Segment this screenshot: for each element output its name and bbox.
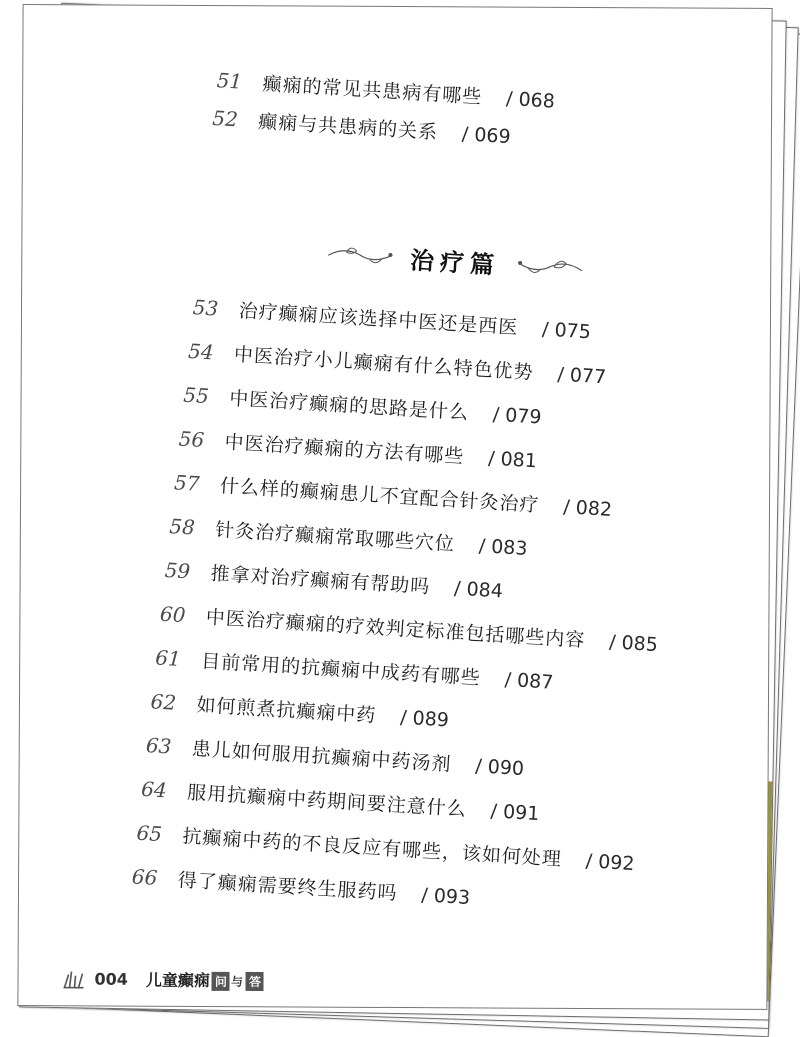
entry-title: 如何煎煮抗癫痫中药 [195,694,377,728]
entry-number: 55 [182,382,210,409]
entry-page: / 092 [585,850,636,876]
page-footer [63,968,265,991]
entry-page: / 093 [420,884,471,910]
book-title [146,968,264,991]
entry-title: 治疗癫痫应该选择中医还是西医 [238,299,519,339]
toc-page [17,4,772,1010]
page-number: 004 [94,969,128,989]
toc-entry[interactable] [178,424,538,473]
entry-page: / 075 [541,318,592,344]
entry-number: 60 [159,601,187,628]
entry-title: 什么样的癫痫患儿不宜配合针灸治疗 [219,475,541,517]
section-title: 治疗篇 [409,246,501,280]
entry-title: 目前常用的抗癫痫中成药有哪些 [200,650,482,690]
toc-entry[interactable] [192,293,592,344]
entry-number: 52 [211,105,239,132]
entry-number: 61 [154,645,182,671]
book-badge-answer: 答 [246,972,264,991]
toc-entry[interactable] [150,687,450,732]
toc-entry[interactable] [145,731,525,781]
entry-page: / 084 [453,577,504,603]
entry-title: 推拿对治疗癫痫有帮助吗 [209,562,431,599]
entry-number: 51 [216,68,243,94]
entry-number: 65 [135,820,163,847]
entry-number: 59 [164,557,191,584]
entry-page: / 089 [399,706,450,732]
entry-page: / 077 [556,363,607,389]
entry-title: 癫痫的常见共患病有哪些 [261,72,483,109]
toc-entry[interactable] [131,862,471,910]
entry-page: / 083 [478,534,529,560]
entry-number: 54 [187,338,215,365]
toc-entry[interactable] [141,775,541,826]
entry-page: / 069 [461,123,512,149]
left-ornament-icon [326,241,397,269]
entry-title: 得了癫痫需要终生服药吗 [177,869,399,905]
entry-page: / 079 [492,403,543,429]
right-ornament-icon [513,252,584,280]
entry-number: 63 [145,733,173,759]
entry-number: 56 [178,426,205,452]
entry-number: 66 [131,864,159,890]
entry-page: / 087 [504,668,554,694]
toc-entry[interactable] [164,556,504,604]
toc-entry[interactable] [173,468,613,522]
entry-title: 中医治疗癫痫的疗效判定标准包括哪些内容 [205,606,586,652]
toc-entry[interactable] [155,643,555,694]
entry-title: 服用抗癫痫中药期间要注意什么 [186,781,468,821]
entry-title: 中医治疗癫痫的思路是什么 [228,387,470,425]
entry-page: / 068 [505,87,556,113]
entry-title: 癫痫与共患病的关系 [257,110,439,144]
grass-icon [63,970,85,988]
toc-entry[interactable] [187,337,607,390]
entry-number: 53 [192,295,219,321]
entry-page: / 081 [487,447,538,473]
entry-title: 抗癫痫中药的不良反应有哪些，该如何处理 [181,825,563,871]
entry-page: / 082 [562,496,613,522]
toc-entry[interactable] [212,104,512,149]
book-badge-ask: 问 [212,972,230,991]
book-title-text: 儿童癫痫 [145,970,210,990]
entry-number: 64 [140,776,168,803]
book-badge-and: 与 [230,974,243,989]
section-heading [325,235,585,286]
entry-title: 中医治疗癫痫的方法有哪些 [223,431,465,468]
entry-page: / 090 [474,755,525,781]
entry-page: / 091 [489,800,540,826]
toc-entry[interactable] [183,381,543,430]
entry-title: 针灸治疗癫痫常取哪些穴位 [214,518,456,556]
entry-number: 62 [149,689,177,715]
entry-number: 57 [173,470,201,496]
entry-title: 中医治疗小儿癫痫有什么特色优势 [233,343,535,384]
entry-page: / 085 [608,631,659,657]
entry-number: 58 [168,514,196,540]
toc-entry[interactable] [169,512,529,561]
entry-title: 患儿如何服用抗癫痫中药汤剂 [191,737,453,776]
